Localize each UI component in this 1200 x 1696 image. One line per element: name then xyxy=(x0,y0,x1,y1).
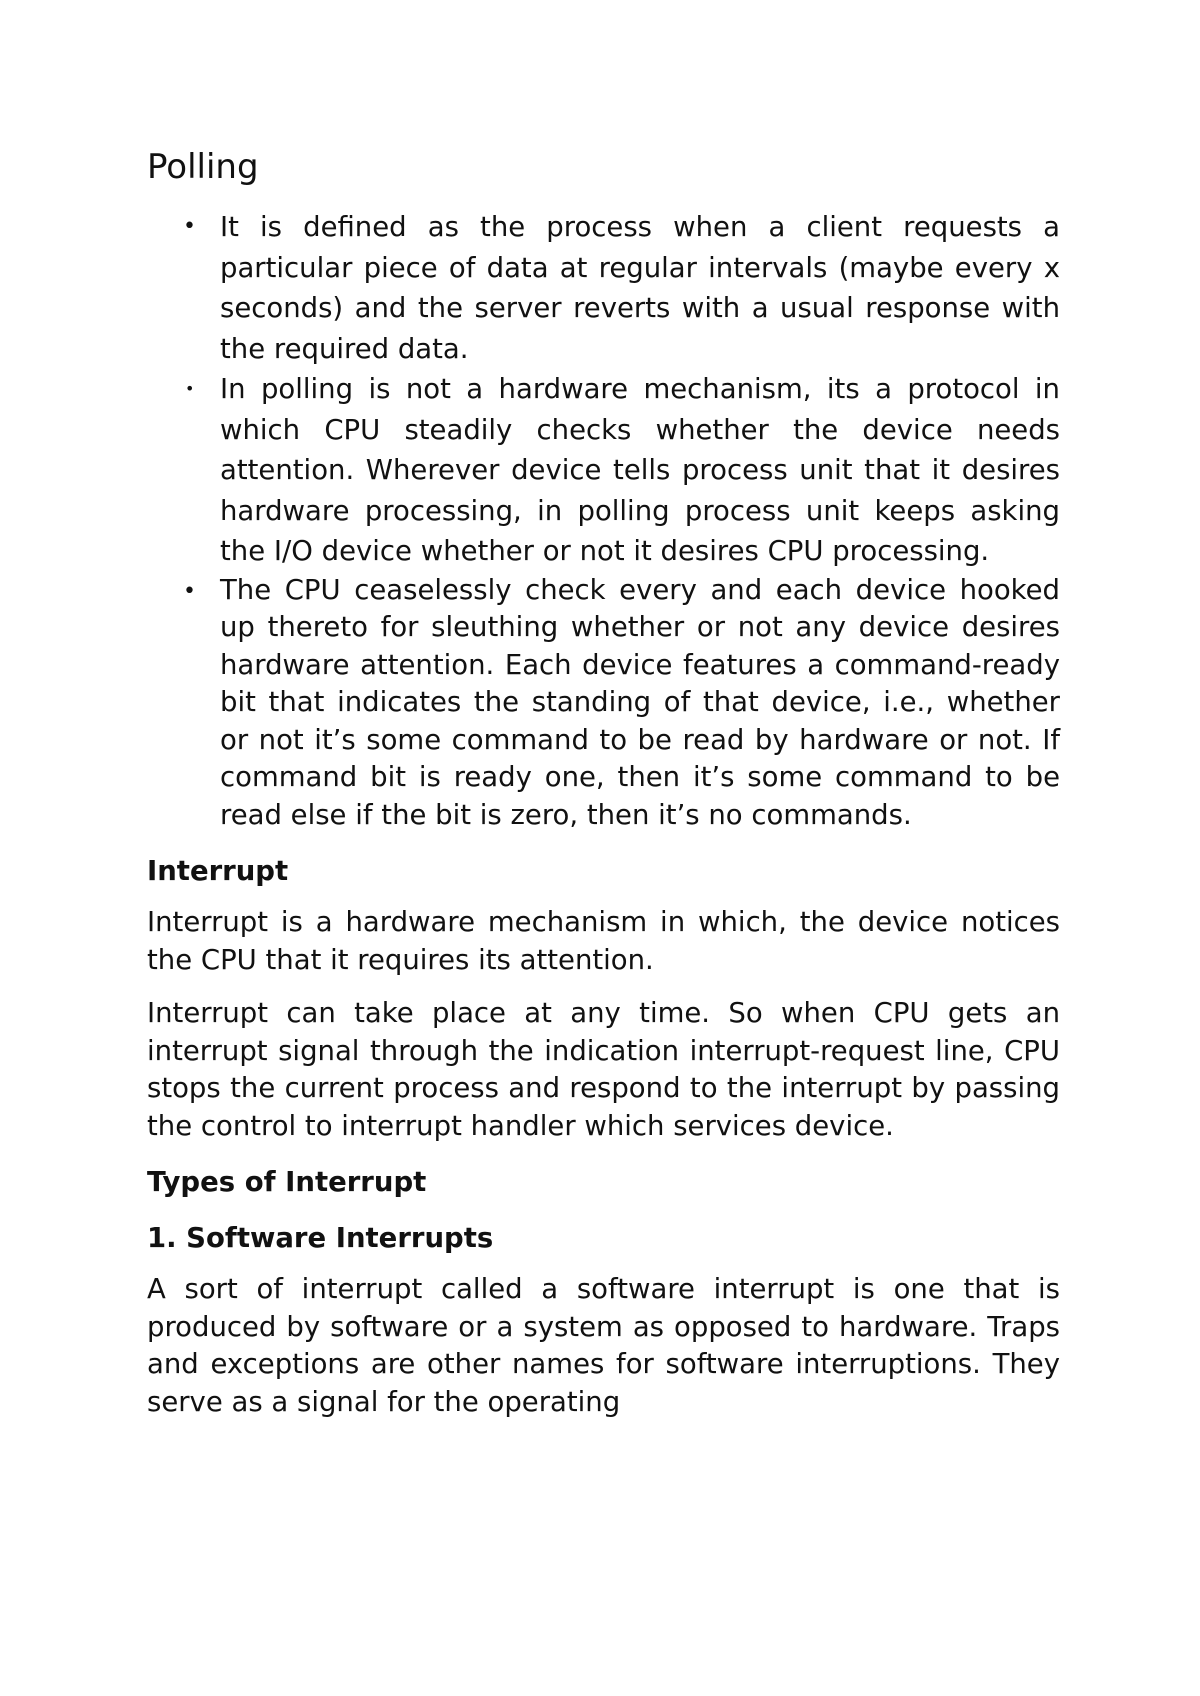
interrupt-heading: Interrupt xyxy=(147,855,289,887)
list-item xyxy=(183,572,1060,835)
list-item-text: It is defined as the process when a client requests a particular piece of data at regular intervals (maybe every x seconds) and the server reverts with a usual response with the required data. xyxy=(220,211,1060,365)
polling-bullet-list xyxy=(147,207,1060,834)
list-item-text: In polling is not a hardware mechanism, its a protocol in which CPU steadily checks whether the device needs attention. Wherever device tells process unit that it desires hardware processing, in polling process unit keeps asking the I/O device whether or not it desires CPU processing. xyxy=(220,373,1060,567)
types-heading: Types of Interrupt xyxy=(147,1166,427,1198)
list-item xyxy=(185,369,1060,572)
software-interrupts-paragraph: A sort of interrupt called a software interrupt is one that is produced by software or a system as opposed to hardware. Traps and exceptions are other names for software interruptions. They serve as a signal for the operating xyxy=(147,1273,1060,1418)
interrupt-paragraph: Interrupt can take place at any time. So when CPU gets an interrupt signal through the indication interrupt-request line, CPU stops the current process and respond to the interrupt by passing the control to interrupt handler which services device. xyxy=(147,997,1060,1142)
list-item xyxy=(183,207,1060,369)
bullet-icon: • xyxy=(183,578,196,604)
bullet-icon: • xyxy=(183,214,196,239)
bullet-icon: • xyxy=(185,379,195,398)
list-item-text: The CPU ceaselessly check every and each device hooked up thereto for sleuthing whether or not any device desires hardware attention. Each device features a command-ready bit that indicates the standing of that device, i.e., whether or not it’s some command to be read by hardware or not. If command bit is ready one, then it’s some command to be read else if the bit is zero, then it’s no commands. xyxy=(220,573,1060,831)
software-interrupts-heading: 1. Software Interrupts xyxy=(147,1222,494,1254)
interrupt-paragraph: Interrupt is a hardware mechanism in which, the device notices the CPU that it requires its attention. xyxy=(147,906,1060,976)
page-title: Polling xyxy=(147,147,259,187)
